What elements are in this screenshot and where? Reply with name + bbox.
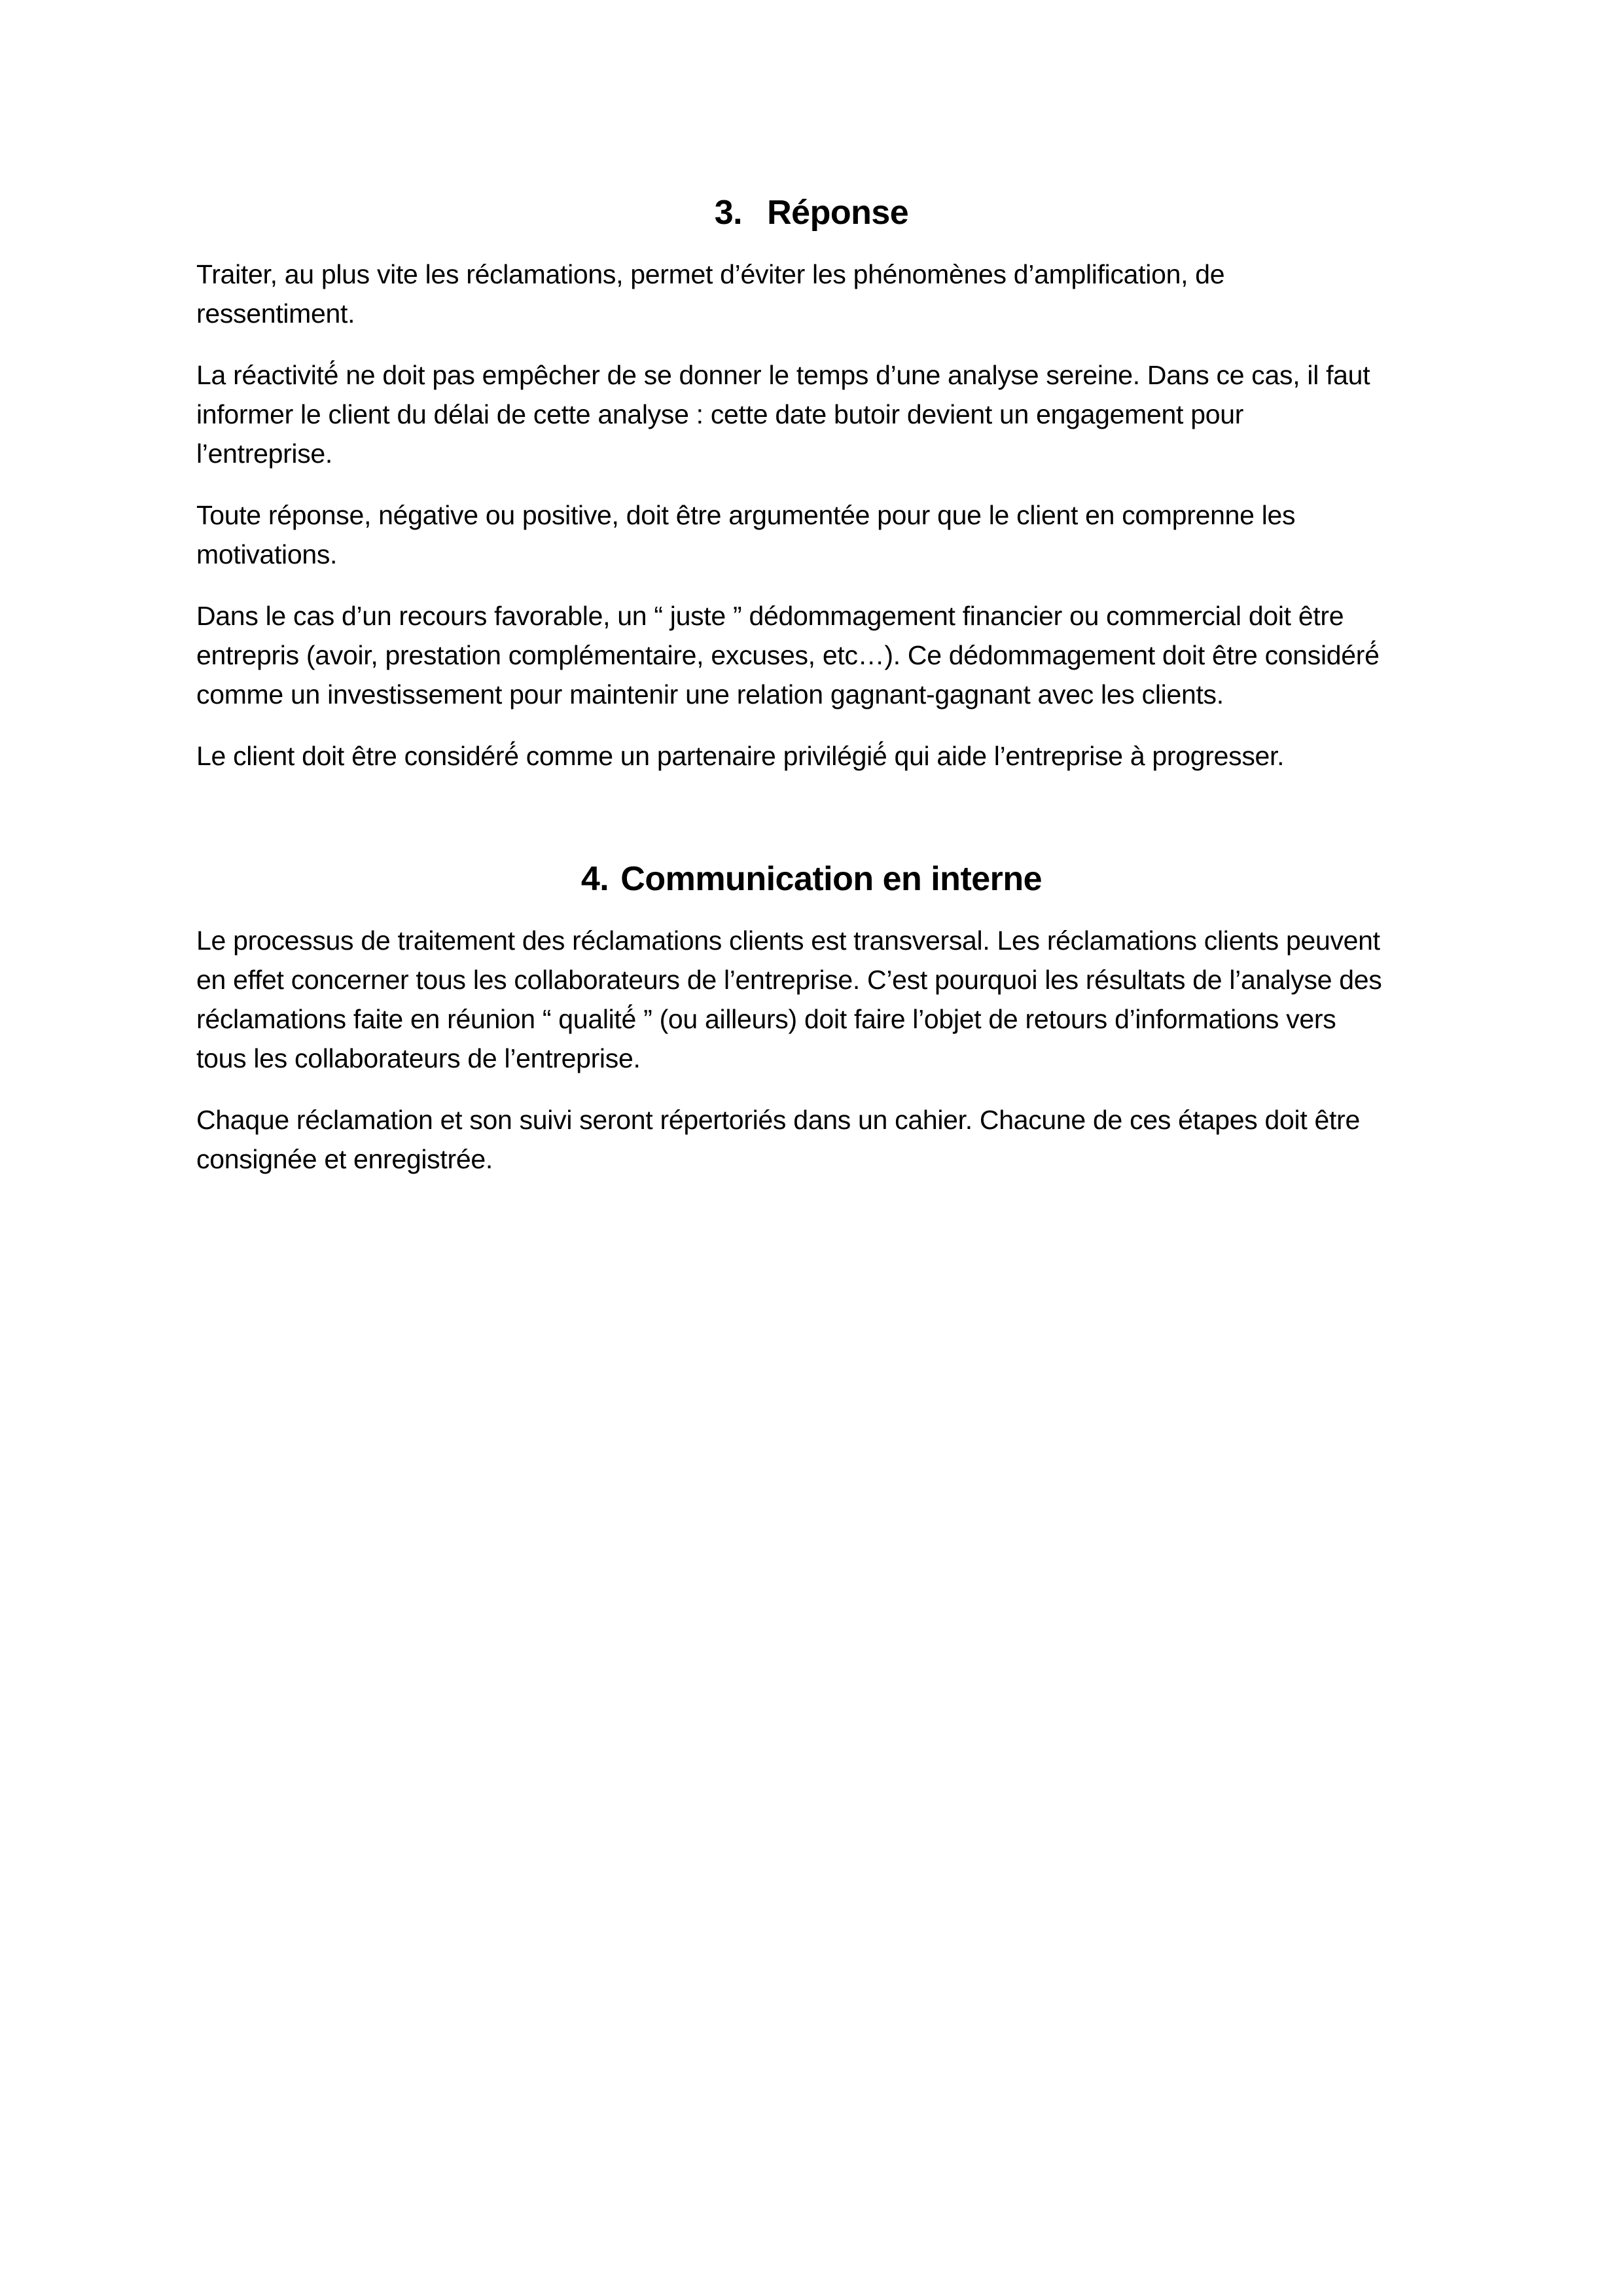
section-heading-reponse [196, 193, 1427, 232]
section-heading-communication-interne [196, 859, 1427, 899]
heading-label: Communication en interne [620, 860, 1043, 898]
text-line: entrepris (avoir, prestation complémentaire, excuses, etc…). Ce dédommagement doit être considéré́ [196, 640, 1380, 670]
text-line: Traiter, au plus vite les réclamations, permet d’éviter les phénomènes d’amplification, de [196, 259, 1225, 289]
text-line: ressentiment. [196, 298, 355, 329]
text-line: La réactivité́ ne doit pas empêcher de se donner le temps d’une analyse sereine. Dans ce cas, il faut [196, 360, 1370, 390]
text-line: réclamations faite en réunion “ qualité́ ” (ou ailleurs) doit faire l’objet de retours d’informations vers [196, 1004, 1336, 1034]
paragraph [196, 1100, 1427, 1179]
paragraph [196, 495, 1427, 574]
text-line: Le processus de traitement des réclamations clients est transversal. Les réclamations clients peuvent [196, 925, 1380, 956]
paragraph [196, 355, 1427, 473]
heading-label: Réponse [767, 194, 909, 232]
paragraph [196, 596, 1427, 714]
text-line: Chaque réclamation et son suivi seront répertoriés dans un cahier. Chacune de ces étapes doit être [196, 1105, 1360, 1135]
text-line: comme un investissement pour maintenir une relation gagnant-gagnant avec les clients. [196, 679, 1224, 709]
heading-number: 3. [714, 194, 743, 232]
text-line: consignée et enregistrée. [196, 1144, 493, 1174]
text-line: tous les collaborateurs de l’entreprise. [196, 1043, 641, 1073]
paragraph [196, 255, 1427, 333]
heading-number: 4. [580, 860, 609, 898]
text-column [196, 193, 1427, 1201]
text-line: Toute réponse, négative ou positive, doit être argumentée pour que le client en comprenne les [196, 500, 1296, 530]
text-line: l’entreprise. [196, 439, 333, 469]
text-line: Dans le cas d’un recours favorable, un “ juste ” dédommagement financier ou commercial doit être [196, 601, 1344, 631]
text-line: en effet concerner tous les collaborateurs de l’entreprise. C’est pourquoi les résultats de l’analyse des [196, 965, 1382, 995]
paragraph [196, 921, 1427, 1078]
text-line: informer le client du délai de cette analyse : cette date butoir devient un engagement pour [196, 399, 1244, 429]
text-line: motivations. [196, 539, 338, 569]
text-line: Le client doit être considéré́ comme un partenaire privilégié́ qui aide l’entreprise à progresser. [196, 741, 1285, 771]
paragraph [196, 736, 1427, 776]
